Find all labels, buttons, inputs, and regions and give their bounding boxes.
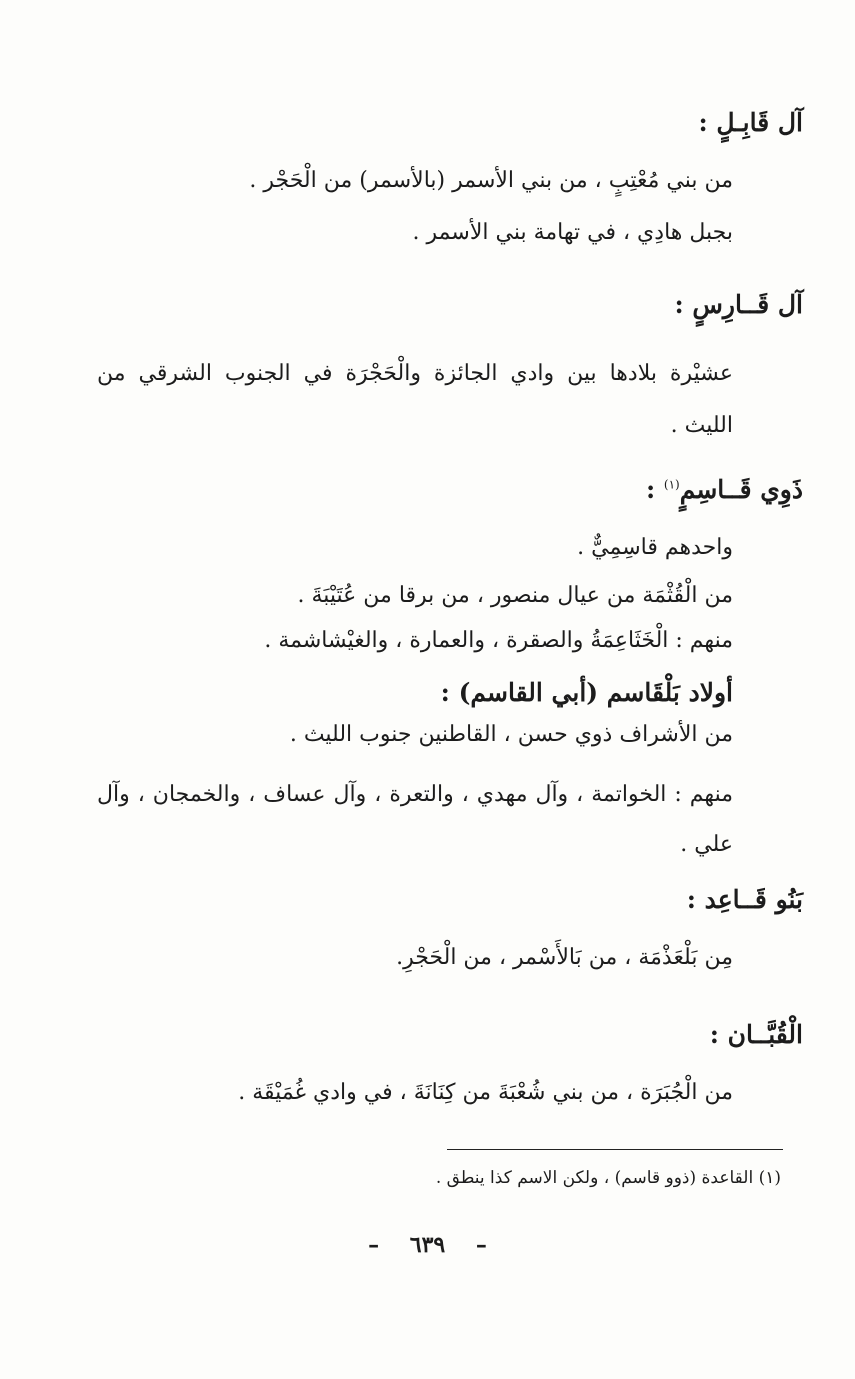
entry-paragraph: منهم : الخواتمة ، وآل مهدي ، والتعرة ، وآل عساف ، والخمجان ، وآل علي . [97,782,733,857]
entry-heading-text: ذَوِي قَــاسِمٍ [679,475,803,504]
entry-heading: الْقُبَّــان : [709,1020,803,1049]
entry-heading: بَنُو قَــاعِد : [686,885,803,914]
entry-line: واحدهم قاسِمِيٌّ . [577,535,733,560]
page-number-dash-right: – [475,1232,487,1258]
page-number-value: ٦٣٩ [409,1232,446,1258]
page-number [0,1232,855,1258]
entry-heading: آل قَــارِسٍ : [674,290,803,319]
entry-heading [646,475,803,504]
entry-heading: أولاد بَلْقَاسم (أبي القاسم) : [440,678,733,707]
entry-line: بجبل هادِي ، في تهامة بني الأسمر . [412,220,733,245]
entry-heading: آل قَابِـلٍ : [698,108,803,137]
entry-line: من الأشراف ذوي حسن ، القاطنين جنوب الليث . [289,722,733,747]
entry-heading-colon: : [645,475,664,504]
entry-line: من الْجُبَرَة ، من بني شُعْبَةَ من كِنَانَةَ ، في وادي غُمَيْقَة . [238,1080,733,1105]
entry-line: من بني مُعْتِبٍ ، من بني الأسمر (بالأسمر) من الْحَجْر . [249,168,733,193]
page-number-dash-left: – [368,1232,380,1258]
entry-line: مِن بَلْعَذْمَة ، من بَالأَسْمر ، من الْحَجْرِ. [396,945,733,970]
entry-line: منهم : الْخَثَاعِمَةُ والصقرة ، والعمارة ، والغيْشاشمة . [264,628,733,653]
entry-line: من الْقُثْمَة من عيال منصور ، من برقا من عُتَيْبَةَ . [297,583,733,608]
entry-paragraph: عشيْرة بلادها بين وادي الجائزة والْحَجْرَة في الجنوب الشرقي من الليث . [97,361,733,438]
footnote-divider [447,1149,783,1150]
footnote-reference: (١) [663,477,680,492]
footnote: (١) القاعدة (ذوو قاسم) ، ولكن الاسم كذا ينطق . [435,1168,781,1188]
